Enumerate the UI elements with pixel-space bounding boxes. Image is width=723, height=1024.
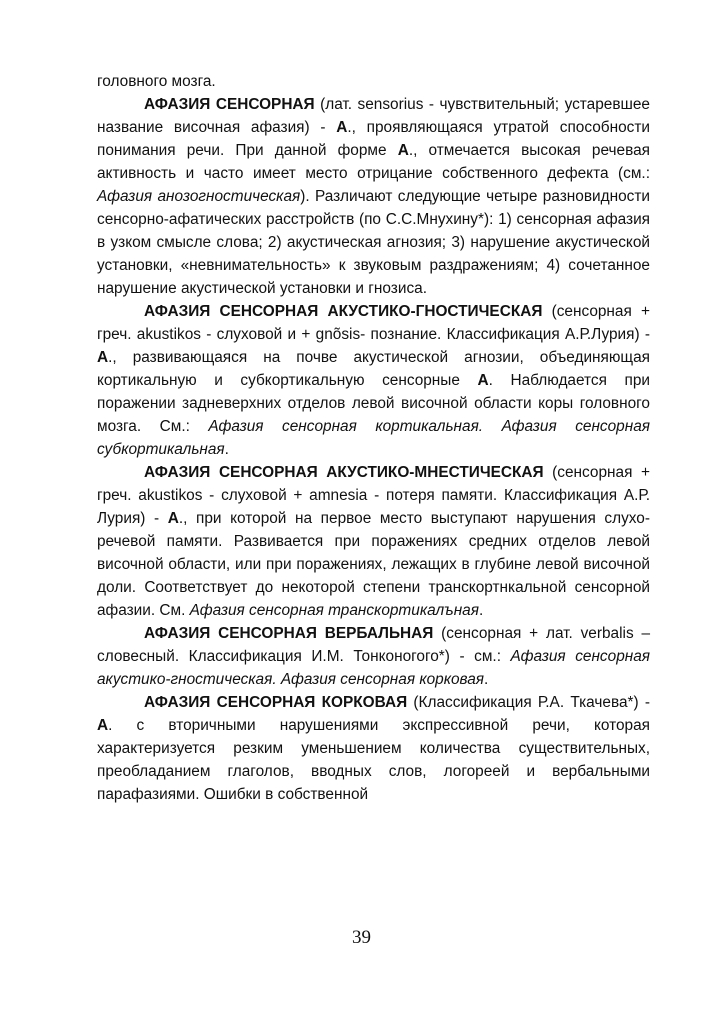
entry-cross-reference: Афазия анозогностическая	[97, 188, 301, 205]
page-number: 39	[352, 927, 371, 948]
entry-term: АФАЗИЯ СЕНСОРНАЯ АКУСТИКО-МНЕСТИЧЕСКАЯ	[144, 464, 544, 481]
entry-text: ., при которой на первое место выступают нарушения слухо-речевой памяти. Развивается при поражениях средних отделов левой височной области, или при поражениях, лежащих в глубине левой височной доли. Соответствует до некоторой степени транскортнкальной сенсорной афазии. См.	[97, 510, 650, 619]
entry-aphasia-sensory-verbal	[97, 622, 650, 691]
entry-text: ., развивающаяся на почве акустической агнозии, объединяющая кортикальную и субкортикальную сенсорные	[97, 349, 650, 389]
entry-abbreviation: А	[397, 142, 409, 159]
entry-cross-reference: Афазия сенсорная акустико-гностическая. Афазия сенсорная корковая	[97, 648, 651, 688]
entry-aphasia-sensory-cortical	[97, 691, 650, 806]
entry-abbreviation: А	[97, 349, 109, 366]
entry-aphasia-sensory-acoustic-gnostic	[97, 300, 650, 461]
entry-term: АФАЗИЯ СЕНСОРНАЯ ВЕРБАЛЬНАЯ	[144, 625, 434, 642]
entry-aphasia-sensory-acoustic-mnestic	[97, 461, 650, 622]
entry-text: . Наблюдается при поражении задневерхних отделов левой височной области коры головного мозга. См.:	[97, 372, 650, 435]
entry-text: .	[224, 441, 229, 458]
entry-abbreviation: А	[336, 119, 348, 136]
entry-cross-reference: Афазия сенсорная кортикальная. Афазия сенсорная субкортикальная	[97, 418, 650, 458]
entry-text: (лат. sensorius - чувствительный; устаревшее название височная афазия) -	[97, 96, 650, 136]
entry-text: ., отмечается высокая речевая активность и часто имеет место отрицание собственного дефекта (см.:	[97, 142, 651, 182]
entry-abbreviation: А	[167, 510, 179, 527]
document-body	[97, 70, 650, 806]
entry-text: . с вторичными нарушениями экспрессивной речи, которая характеризуется резким уменьшением количества существительных, преобладанием глаголов, вводных слов, логореей и вербальными парафазиями. Ошибки в собственной	[97, 717, 650, 803]
entry-abbreviation: А	[477, 372, 489, 389]
entry-cross-reference: Афазия сенсорная транскортикалъная	[189, 602, 479, 619]
entry-aphasia-sensory	[97, 93, 650, 300]
entry-text: .	[484, 671, 489, 688]
entry-text: ). Различают следующие четыре разновидности сенсорно-афатических расстройств (по С.С.Мнухину*): 1) сенсорная афазия в узком смысле слова; 2) акустическая агнозия; 3) нарушение акустической установки, «невнимательность» к звуковым раздражениям; 4) сочетанное нарушение акустической установки и гнозиса.	[97, 188, 650, 297]
entry-term: АФАЗИЯ СЕНСОРНАЯ КОРКОВАЯ	[144, 694, 408, 711]
entry-text: (сенсорная + греч. akustikos - слуховой и + gnõsis- познание. Классификация А.Р.Лурия) -	[97, 303, 650, 343]
continuation-paragraph: головного мозга.	[97, 73, 216, 90]
entry-text: (сенсорная + греч. akustikos - слуховой + amnesia - потеря памяти. Классификация А.Р. Лурия) -	[97, 464, 650, 527]
entry-text: ., проявляющаяся утратой способности понимания речи. При данной форме	[97, 119, 650, 159]
entry-text: (Классификация Р.А. Ткачева*) -	[407, 694, 650, 711]
entry-term: АФАЗИЯ СЕНСОРНАЯ	[144, 96, 315, 113]
entry-text: (сенсорная + лат. verbalis – словесный. Классификация И.М. Тонконогого*) - см.:	[97, 625, 650, 665]
entry-abbreviation: А	[97, 717, 109, 734]
entry-text: .	[478, 602, 484, 619]
entry-term: АФАЗИЯ СЕНСОРНАЯ АКУСТИКО-ГНОСТИЧЕСКАЯ	[144, 303, 543, 320]
